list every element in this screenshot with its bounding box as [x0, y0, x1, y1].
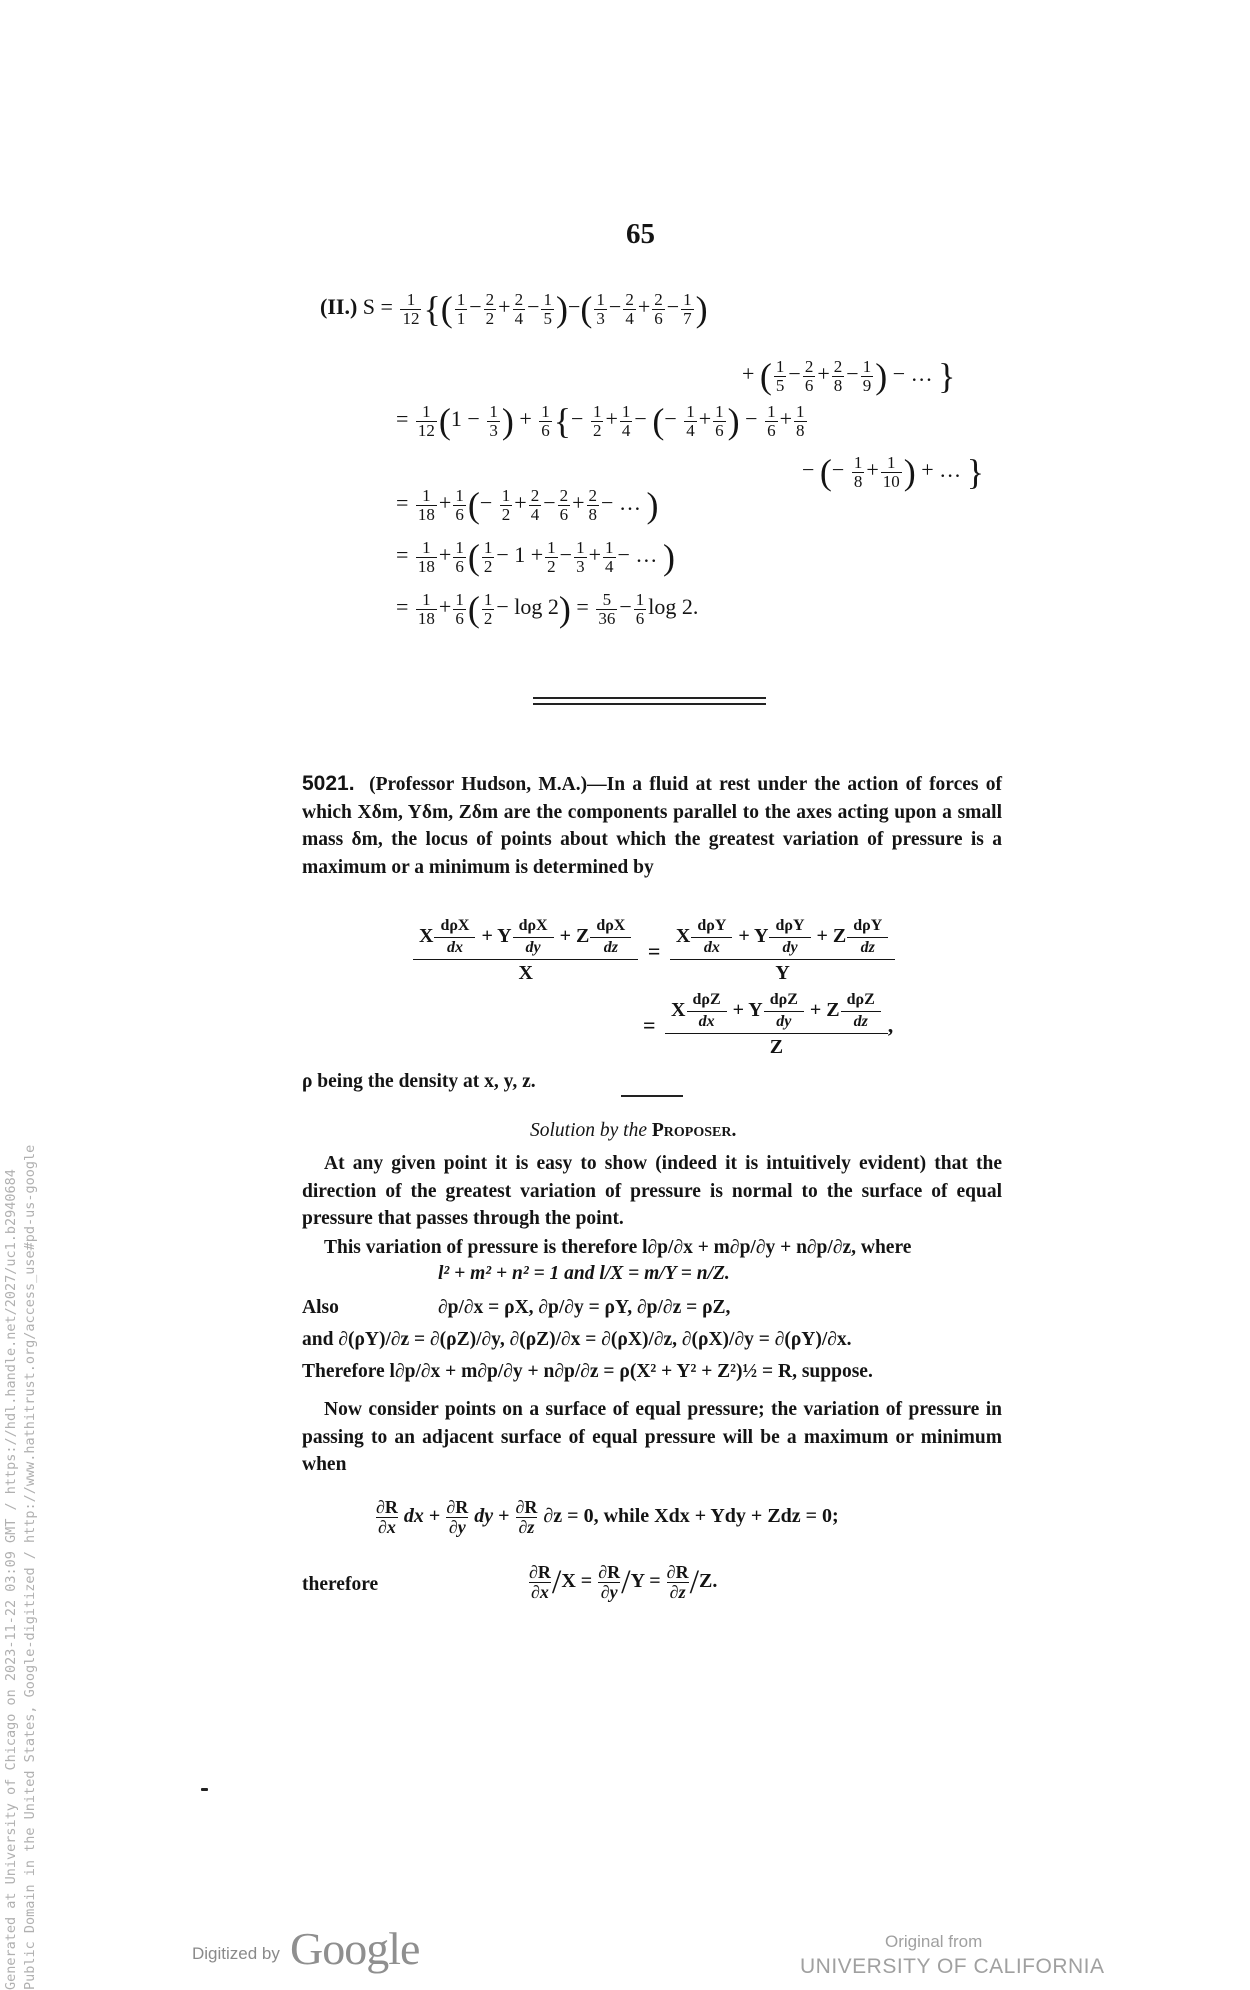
fraction: [416, 539, 437, 576]
direction-cosines-eq: l² + m² + n² = 1 and l/X = m/Y = n/Z.: [438, 1263, 730, 1284]
fraction: [591, 403, 604, 440]
fraction: [603, 539, 616, 576]
numerator: 1: [501, 485, 511, 505]
numerator: 1: [416, 591, 437, 610]
fraction: [681, 291, 694, 328]
digitized-by-label: Digitized by: [192, 1944, 280, 1963]
denominator: 12: [417, 420, 435, 440]
fraction: [453, 539, 466, 576]
denominator: 3: [596, 308, 605, 328]
denominator: 4: [686, 420, 695, 440]
max-min-condition: $\frac{\partial R}{\partial x}$ dx + $\frac{\partial R}{\partial y}$ dy + $\frac{\partial R}{\partial z}$ ∂z = 0, while Xdx + Ydy + Zdz = 0;: [376, 1497, 839, 1537]
denominator: 6: [635, 608, 645, 628]
numerator: 1: [456, 289, 466, 309]
denominator: 18: [417, 608, 435, 628]
denominator: 18: [417, 556, 435, 576]
numerator: 1: [400, 291, 421, 310]
numerator: 1: [796, 401, 805, 421]
numerator: 2: [530, 485, 540, 505]
denominator: 10: [882, 471, 900, 491]
numerator: 1: [489, 401, 498, 421]
numerator: 1: [635, 589, 645, 609]
numerator: 1: [416, 403, 437, 422]
denominator: 2: [485, 308, 495, 328]
denominator: 2: [483, 608, 493, 628]
numerator: 2: [514, 289, 524, 309]
numerator: 2: [588, 485, 598, 505]
eq-line-1: (II.) S = $\frac{1}{12}$ {( $\frac{1}{1}$ − $\frac{2}{2}$ + $\frac{2}{4}$ − $\frac{1}{5}$ )−( $\frac{1}{3}$ − $\frac{2}{4}$ + $\frac{2}{6}$ − $\frac{1}{7}$ ): [320, 289, 708, 329]
problem-statement: [302, 770, 1002, 881]
denominator: 4: [530, 504, 540, 524]
numerator: 1: [605, 537, 614, 557]
numerator: 1: [715, 401, 724, 421]
problem-number: 5021.: [302, 772, 355, 795]
denominator: 6: [559, 504, 569, 524]
solution-paragraph-2: This variation of pressure is therefore l∂p/∂x + m∂p/∂y + n∂p/∂z, where: [324, 1237, 912, 1258]
denominator: 6: [455, 504, 464, 524]
fraction: [620, 403, 633, 440]
fraction: [558, 487, 571, 524]
fraction: [774, 358, 787, 395]
numerator: 1: [483, 537, 493, 557]
university-label: UNIVERSITY OF CALIFORNIA: [800, 1955, 1105, 1978]
fraction: [832, 358, 845, 395]
numerator: 1: [483, 589, 493, 609]
fraction: [881, 454, 902, 491]
solution-heading: [530, 1120, 736, 1142]
fraction: [541, 291, 554, 328]
denominator: 2: [483, 556, 493, 576]
denominator: 6: [804, 375, 814, 395]
numerator: 1: [455, 485, 464, 505]
also-eq: ∂p/∂x = ρX, ∂p/∂y = ρY, ∂p/∂z = ρZ,: [438, 1297, 731, 1318]
denominator: 5: [543, 308, 552, 328]
double-rule-bottom: [533, 703, 766, 705]
fraction: [861, 358, 874, 395]
denominator: 6: [541, 420, 550, 440]
condition-tail: ∂z = 0, while Xdx + Ydy + Zdz = 0;: [543, 1504, 839, 1527]
fraction: [623, 291, 636, 328]
log-term: log 2: [514, 594, 559, 620]
eq-lhs: S =: [362, 294, 393, 320]
condition-eq-1: X dρX dx + Y dρX dy + Z dρX dz X = X dρY dx + Y dρY dy + Z dρY dz Y: [413, 918, 895, 985]
ink-mark: [201, 1788, 208, 1791]
denominator: 4: [621, 420, 631, 440]
denominator: 4: [625, 308, 634, 328]
fraction: [713, 403, 726, 440]
denominator: 18: [417, 504, 435, 524]
denominator: 2: [592, 420, 602, 440]
numerator: 1: [592, 401, 602, 421]
fraction: [574, 539, 587, 576]
numerator: 1: [862, 356, 872, 376]
fraction: [794, 403, 807, 440]
denominator: 5: [775, 375, 785, 395]
watermark-line-2: Public Domain in the United States, Google-digitized / http://www.hathitrust.org/access_use#pd-us-google: [22, 1144, 38, 1990]
rho-line: ρ being the density at x, y, z.: [302, 1071, 536, 1092]
numerator: 5: [596, 591, 617, 610]
denominator: 8: [588, 504, 598, 524]
denominator: 9: [862, 375, 872, 395]
solution-paragraph-1: At any given point it is easy to show (indeed it is intuitively evident) that the direction of the greatest variation of pressure is normal to the surface of equal pressure that passes through the point.: [302, 1153, 1002, 1229]
numerator: 1: [853, 452, 863, 472]
numerator: 1: [881, 454, 902, 473]
condition-eq-2: = X dρZ dx + Y dρZ dy + Z dρZ dz Z ,: [643, 991, 894, 1058]
fraction: [539, 403, 552, 440]
therefore-label: therefore: [302, 1574, 379, 1595]
denominator: 3: [489, 420, 498, 440]
denominator: 4: [605, 556, 614, 576]
numerator: 2: [559, 485, 569, 505]
google-logo: Google: [290, 1923, 420, 1974]
fraction: [765, 403, 778, 440]
fraction: [529, 487, 542, 524]
denominator: 2: [501, 504, 511, 524]
fraction: [587, 487, 600, 524]
fraction: [416, 591, 437, 628]
solution-heading-proposer: Proposer.: [651, 1120, 737, 1141]
denominator: 6: [455, 608, 464, 628]
numerator: 1: [455, 537, 464, 557]
numerator: 1: [686, 401, 695, 421]
solution-paragraph-3: Now consider points on a surface of equal pressure; the variation of pressure in passing to an adjacent surface of equal pressure will be a maximum or minimum when: [302, 1399, 1002, 1475]
fraction: [453, 487, 466, 524]
numerator: 1: [621, 401, 631, 421]
fraction: [455, 291, 468, 328]
denominator: 1: [456, 308, 466, 328]
denominator: 4: [514, 308, 524, 328]
fraction: [596, 591, 617, 628]
log-term-end: log 2.: [648, 594, 699, 620]
original-from-label: Original from: [885, 1932, 983, 1951]
denominator: 6: [767, 420, 776, 440]
denominator: 12: [402, 308, 420, 328]
denominator: 6: [715, 420, 724, 440]
numerator: 1: [767, 401, 776, 421]
eq-line-2: + ( $\frac{1}{5}$ − $\frac{2}{6}$ + $\frac{2}{8}$ − $\frac{1}{9}$ ) − … }: [742, 356, 956, 396]
fraction: [484, 291, 497, 328]
fraction: [652, 291, 665, 328]
fraction: [500, 487, 513, 524]
denominator: 6: [654, 308, 663, 328]
denominator: 8: [796, 420, 805, 440]
fraction: [803, 358, 816, 395]
numerator: 1: [576, 537, 585, 557]
numerator: 1: [683, 289, 692, 309]
problem-author: (Professor Hudson, M.A.): [369, 774, 588, 795]
solution-heading-italic: Solution by the: [530, 1120, 647, 1141]
eq-line-5: = $\frac{1}{18}$ + $\frac{1}{6}$ (− $\frac{1}{2}$ + $\frac{2}{4}$ − $\frac{2}{6}$ + $\frac{2}{8}$ − … ): [396, 485, 659, 525]
fraction: [400, 291, 421, 328]
eq-line-3: = $\frac{1}{12}$ (1 − $\frac{1}{3}$ ) + $\frac{1}{6}$ {− $\frac{1}{2}$ + $\frac{1}{4}$ − (− $\frac{1}{4}$ + $\frac{1}{6}$ ) − $\frac{1}{6}$ + $\frac{1}{8}$: [396, 401, 805, 441]
fraction: [453, 591, 466, 628]
denominator: 36: [598, 608, 616, 628]
page-number: 65: [626, 218, 655, 250]
numerator: 2: [625, 289, 634, 309]
numerator: 2: [833, 356, 843, 376]
fraction: [634, 591, 647, 628]
eq-line-4: − (− $\frac{1}{8}$ + $\frac{1}{10}$ ) + … }: [802, 452, 984, 492]
and-line: and ∂(ρY)/∂z = ∂(ρZ)/∂y, ∂(ρZ)/∂x = ∂(ρX)/∂z, ∂(ρX)/∂y = ∂(ρY)/∂x.: [302, 1329, 852, 1350]
fraction: [482, 591, 495, 628]
fraction: [513, 291, 526, 328]
denominator: 3: [576, 556, 585, 576]
denominator: 6: [455, 556, 464, 576]
watermark-line-1: Generated at University of Chicago on 2023-11-22 03:09 GMT / https://hdl.handle.net/2027/uc1.b2940684: [3, 1169, 19, 1990]
numerator: 2: [804, 356, 814, 376]
hathitrust-watermark: [2, 1145, 40, 1990]
final-eq: $\frac{\partial R}{\partial x}$ /X = $\frac{\partial R}{\partial y}$ /Y = $\frac{\partial R}{\partial z}$ /Z.: [529, 1562, 718, 1602]
also-label: Also: [302, 1297, 339, 1318]
numerator: 2: [485, 289, 495, 309]
numerator: 1: [416, 487, 437, 506]
numerator: 1: [455, 589, 464, 609]
fraction: [852, 454, 865, 491]
therefore-line: Therefore l∂p/∂x + m∂p/∂y + n∂p/∂z = ρ(X² + Y² + Z²)½ = R, suppose.: [302, 1361, 873, 1382]
eq-line-7: = $\frac{1}{18}$ + $\frac{1}{6}$ ( $\frac{1}{2}$ − log 2) = $\frac{5}{36}$ − $\frac{1}{6}$ log 2.: [396, 589, 699, 629]
fraction: [545, 539, 558, 576]
numerator: 1: [416, 539, 437, 558]
numerator: 1: [775, 356, 785, 376]
denominator: 2: [547, 556, 556, 576]
numerator: 1: [541, 401, 550, 421]
numerator: 2: [654, 289, 663, 309]
fraction: [416, 403, 437, 440]
eq-line-6: = $\frac{1}{18}$ + $\frac{1}{6}$ ( $\frac{1}{2}$ − 1 + $\frac{1}{2}$ − $\frac{1}{3}$ + $\frac{1}{4}$ − … ): [396, 537, 675, 577]
problem-text: —In a fluid at rest under the action of forces of which Xδm, Yδm, Zδm are the components parallel to the axes acting upon a small mass δm, the locus of points about which the greatest variation of pressure is a maximum or a minimum is determined by: [302, 774, 1003, 878]
fraction: [594, 291, 607, 328]
numerator: 1: [596, 289, 605, 309]
short-rule: [621, 1095, 683, 1097]
fraction: [416, 487, 437, 524]
numerator: 1: [547, 537, 556, 557]
denominator: 7: [683, 308, 692, 328]
fraction: [487, 403, 500, 440]
fraction: [482, 539, 495, 576]
numerator: 1: [543, 289, 552, 309]
denominator: 8: [853, 471, 863, 491]
double-rule-top: [533, 697, 766, 699]
denominator: 8: [833, 375, 843, 395]
fraction: [684, 403, 697, 440]
eq-label: (II.): [320, 294, 358, 320]
